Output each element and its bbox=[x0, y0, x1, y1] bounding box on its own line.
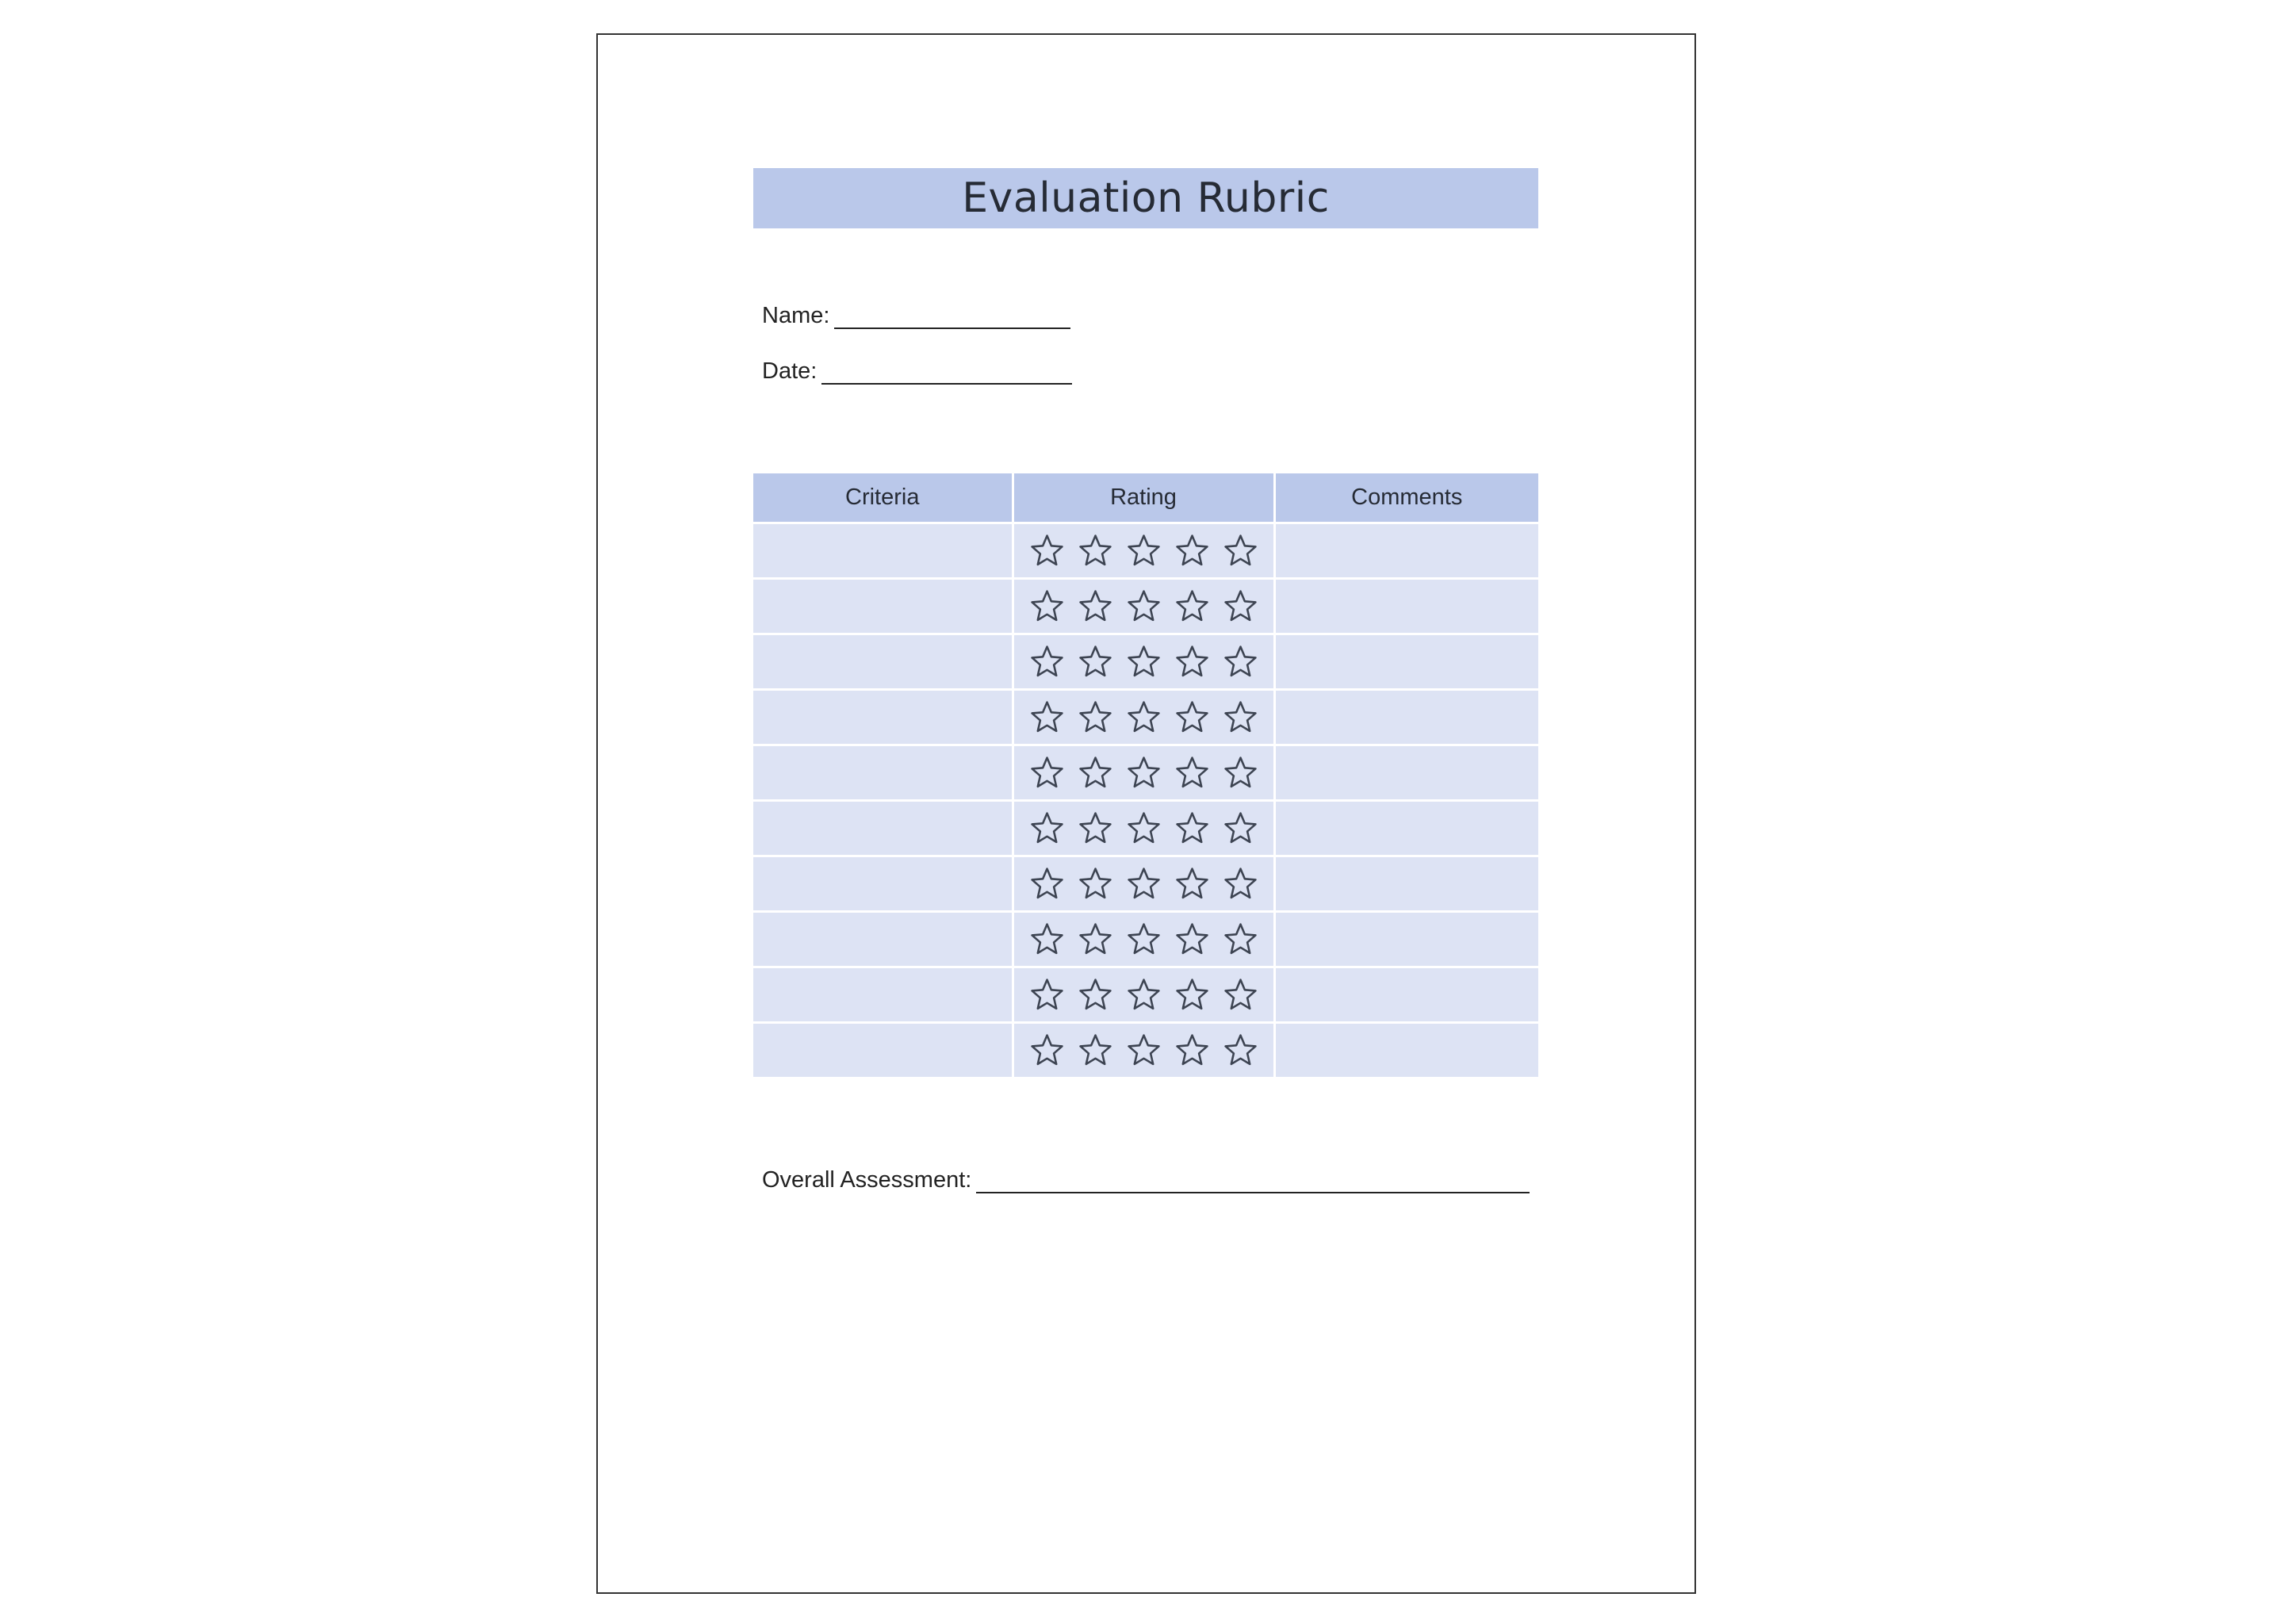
table-row bbox=[753, 523, 1538, 579]
star-outline-icon[interactable] bbox=[1127, 1033, 1161, 1067]
date-input-line[interactable] bbox=[821, 361, 1072, 385]
table-row bbox=[753, 856, 1538, 912]
rubric-table bbox=[753, 473, 1538, 1077]
criteria-cell[interactable] bbox=[753, 745, 1013, 801]
comments-cell[interactable] bbox=[1274, 801, 1538, 856]
criteria-cell[interactable] bbox=[753, 634, 1013, 690]
criteria-cell[interactable] bbox=[753, 801, 1013, 856]
overall-assessment-input-line[interactable] bbox=[976, 1170, 1530, 1193]
star-outline-icon[interactable] bbox=[1078, 534, 1112, 568]
star-outline-icon[interactable] bbox=[1078, 589, 1112, 623]
name-label: Name: bbox=[762, 303, 830, 328]
rating-cell bbox=[1013, 967, 1274, 1023]
rubric-body bbox=[753, 523, 1538, 1078]
comments-cell[interactable] bbox=[1274, 745, 1538, 801]
comments-cell[interactable] bbox=[1274, 912, 1538, 967]
star-outline-icon[interactable] bbox=[1030, 978, 1064, 1012]
star-outline-icon[interactable] bbox=[1223, 645, 1258, 679]
comments-cell[interactable] bbox=[1274, 579, 1538, 634]
table-row bbox=[753, 801, 1538, 856]
table-row bbox=[753, 912, 1538, 967]
table-row bbox=[753, 1023, 1538, 1078]
rating-cell bbox=[1013, 1023, 1274, 1078]
star-outline-icon[interactable] bbox=[1030, 645, 1064, 679]
star-outline-icon[interactable] bbox=[1030, 534, 1064, 568]
star-outline-icon[interactable] bbox=[1127, 645, 1161, 679]
overall-assessment-field[interactable] bbox=[762, 1167, 1530, 1193]
star-outline-icon[interactable] bbox=[1223, 922, 1258, 956]
table-row bbox=[753, 690, 1538, 745]
star-outline-icon[interactable] bbox=[1175, 867, 1209, 901]
rating-cell bbox=[1013, 579, 1274, 634]
star-outline-icon[interactable] bbox=[1223, 1033, 1258, 1067]
star-outline-icon[interactable] bbox=[1030, 1033, 1064, 1067]
name-input-line[interactable] bbox=[834, 305, 1070, 329]
rating-cell bbox=[1013, 523, 1274, 579]
star-outline-icon[interactable] bbox=[1030, 756, 1064, 790]
star-rating[interactable] bbox=[1014, 1033, 1273, 1067]
star-outline-icon[interactable] bbox=[1175, 922, 1209, 956]
comments-cell[interactable] bbox=[1274, 690, 1538, 745]
overall-assessment-label: Overall Assessment: bbox=[762, 1167, 972, 1193]
star-outline-icon[interactable] bbox=[1078, 1033, 1112, 1067]
star-outline-icon[interactable] bbox=[1175, 978, 1209, 1012]
star-outline-icon[interactable] bbox=[1127, 700, 1161, 734]
star-rating[interactable] bbox=[1014, 811, 1273, 845]
star-rating[interactable] bbox=[1014, 534, 1273, 568]
star-outline-icon[interactable] bbox=[1127, 589, 1161, 623]
star-outline-icon[interactable] bbox=[1078, 978, 1112, 1012]
star-outline-icon[interactable] bbox=[1030, 589, 1064, 623]
star-outline-icon[interactable] bbox=[1127, 867, 1161, 901]
rating-cell bbox=[1013, 690, 1274, 745]
rating-cell bbox=[1013, 634, 1274, 690]
star-outline-icon[interactable] bbox=[1127, 811, 1161, 845]
star-outline-icon[interactable] bbox=[1223, 700, 1258, 734]
table-row bbox=[753, 745, 1538, 801]
comments-cell[interactable] bbox=[1274, 1023, 1538, 1078]
criteria-cell[interactable] bbox=[753, 856, 1013, 912]
star-outline-icon[interactable] bbox=[1127, 922, 1161, 956]
comments-cell[interactable] bbox=[1274, 523, 1538, 579]
star-outline-icon[interactable] bbox=[1223, 811, 1258, 845]
title-banner bbox=[753, 168, 1538, 228]
criteria-cell[interactable] bbox=[753, 912, 1013, 967]
criteria-cell[interactable] bbox=[753, 690, 1013, 745]
star-outline-icon[interactable] bbox=[1030, 700, 1064, 734]
star-rating[interactable] bbox=[1014, 867, 1273, 901]
criteria-header: Criteria bbox=[753, 473, 1013, 523]
table-row bbox=[753, 634, 1538, 690]
star-rating[interactable] bbox=[1014, 700, 1273, 734]
table-row bbox=[753, 579, 1538, 634]
star-outline-icon[interactable] bbox=[1127, 534, 1161, 568]
star-outline-icon[interactable] bbox=[1223, 867, 1258, 901]
comments-cell[interactable] bbox=[1274, 634, 1538, 690]
star-outline-icon[interactable] bbox=[1175, 700, 1209, 734]
star-rating[interactable] bbox=[1014, 589, 1273, 623]
star-outline-icon[interactable] bbox=[1223, 756, 1258, 790]
rating-cell bbox=[1013, 745, 1274, 801]
star-outline-icon[interactable] bbox=[1078, 922, 1112, 956]
comments-cell[interactable] bbox=[1274, 967, 1538, 1023]
star-rating[interactable] bbox=[1014, 645, 1273, 679]
star-outline-icon[interactable] bbox=[1223, 534, 1258, 568]
star-outline-icon[interactable] bbox=[1078, 867, 1112, 901]
criteria-cell[interactable] bbox=[753, 523, 1013, 579]
rating-cell bbox=[1013, 856, 1274, 912]
star-outline-icon[interactable] bbox=[1127, 978, 1161, 1012]
star-outline-icon[interactable] bbox=[1078, 756, 1112, 790]
page-title: Evaluation Rubric bbox=[962, 174, 1330, 222]
table-header-row bbox=[753, 473, 1538, 523]
star-outline-icon[interactable] bbox=[1175, 645, 1209, 679]
star-outline-icon[interactable] bbox=[1030, 867, 1064, 901]
criteria-cell[interactable] bbox=[753, 579, 1013, 634]
star-outline-icon[interactable] bbox=[1175, 589, 1209, 623]
name-field[interactable] bbox=[762, 303, 1070, 329]
star-outline-icon[interactable] bbox=[1223, 978, 1258, 1012]
criteria-cell[interactable] bbox=[753, 967, 1013, 1023]
star-outline-icon[interactable] bbox=[1175, 756, 1209, 790]
star-rating[interactable] bbox=[1014, 922, 1273, 956]
star-outline-icon[interactable] bbox=[1223, 589, 1258, 623]
star-rating[interactable] bbox=[1014, 978, 1273, 1012]
star-outline-icon[interactable] bbox=[1175, 534, 1209, 568]
rating-header: Rating bbox=[1013, 473, 1274, 523]
star-rating[interactable] bbox=[1014, 756, 1273, 790]
comments-header: Comments bbox=[1274, 473, 1538, 523]
rating-cell bbox=[1013, 801, 1274, 856]
rating-cell bbox=[1013, 912, 1274, 967]
document-page bbox=[596, 33, 1696, 1594]
date-label: Date: bbox=[762, 358, 818, 384]
star-outline-icon[interactable] bbox=[1078, 811, 1112, 845]
criteria-cell[interactable] bbox=[753, 1023, 1013, 1078]
star-outline-icon[interactable] bbox=[1030, 922, 1064, 956]
star-outline-icon[interactable] bbox=[1078, 645, 1112, 679]
star-outline-icon[interactable] bbox=[1078, 700, 1112, 734]
date-field[interactable] bbox=[762, 358, 1072, 385]
comments-cell[interactable] bbox=[1274, 856, 1538, 912]
star-outline-icon[interactable] bbox=[1175, 1033, 1209, 1067]
star-outline-icon[interactable] bbox=[1175, 811, 1209, 845]
table-row bbox=[753, 967, 1538, 1023]
star-outline-icon[interactable] bbox=[1030, 811, 1064, 845]
star-outline-icon[interactable] bbox=[1127, 756, 1161, 790]
